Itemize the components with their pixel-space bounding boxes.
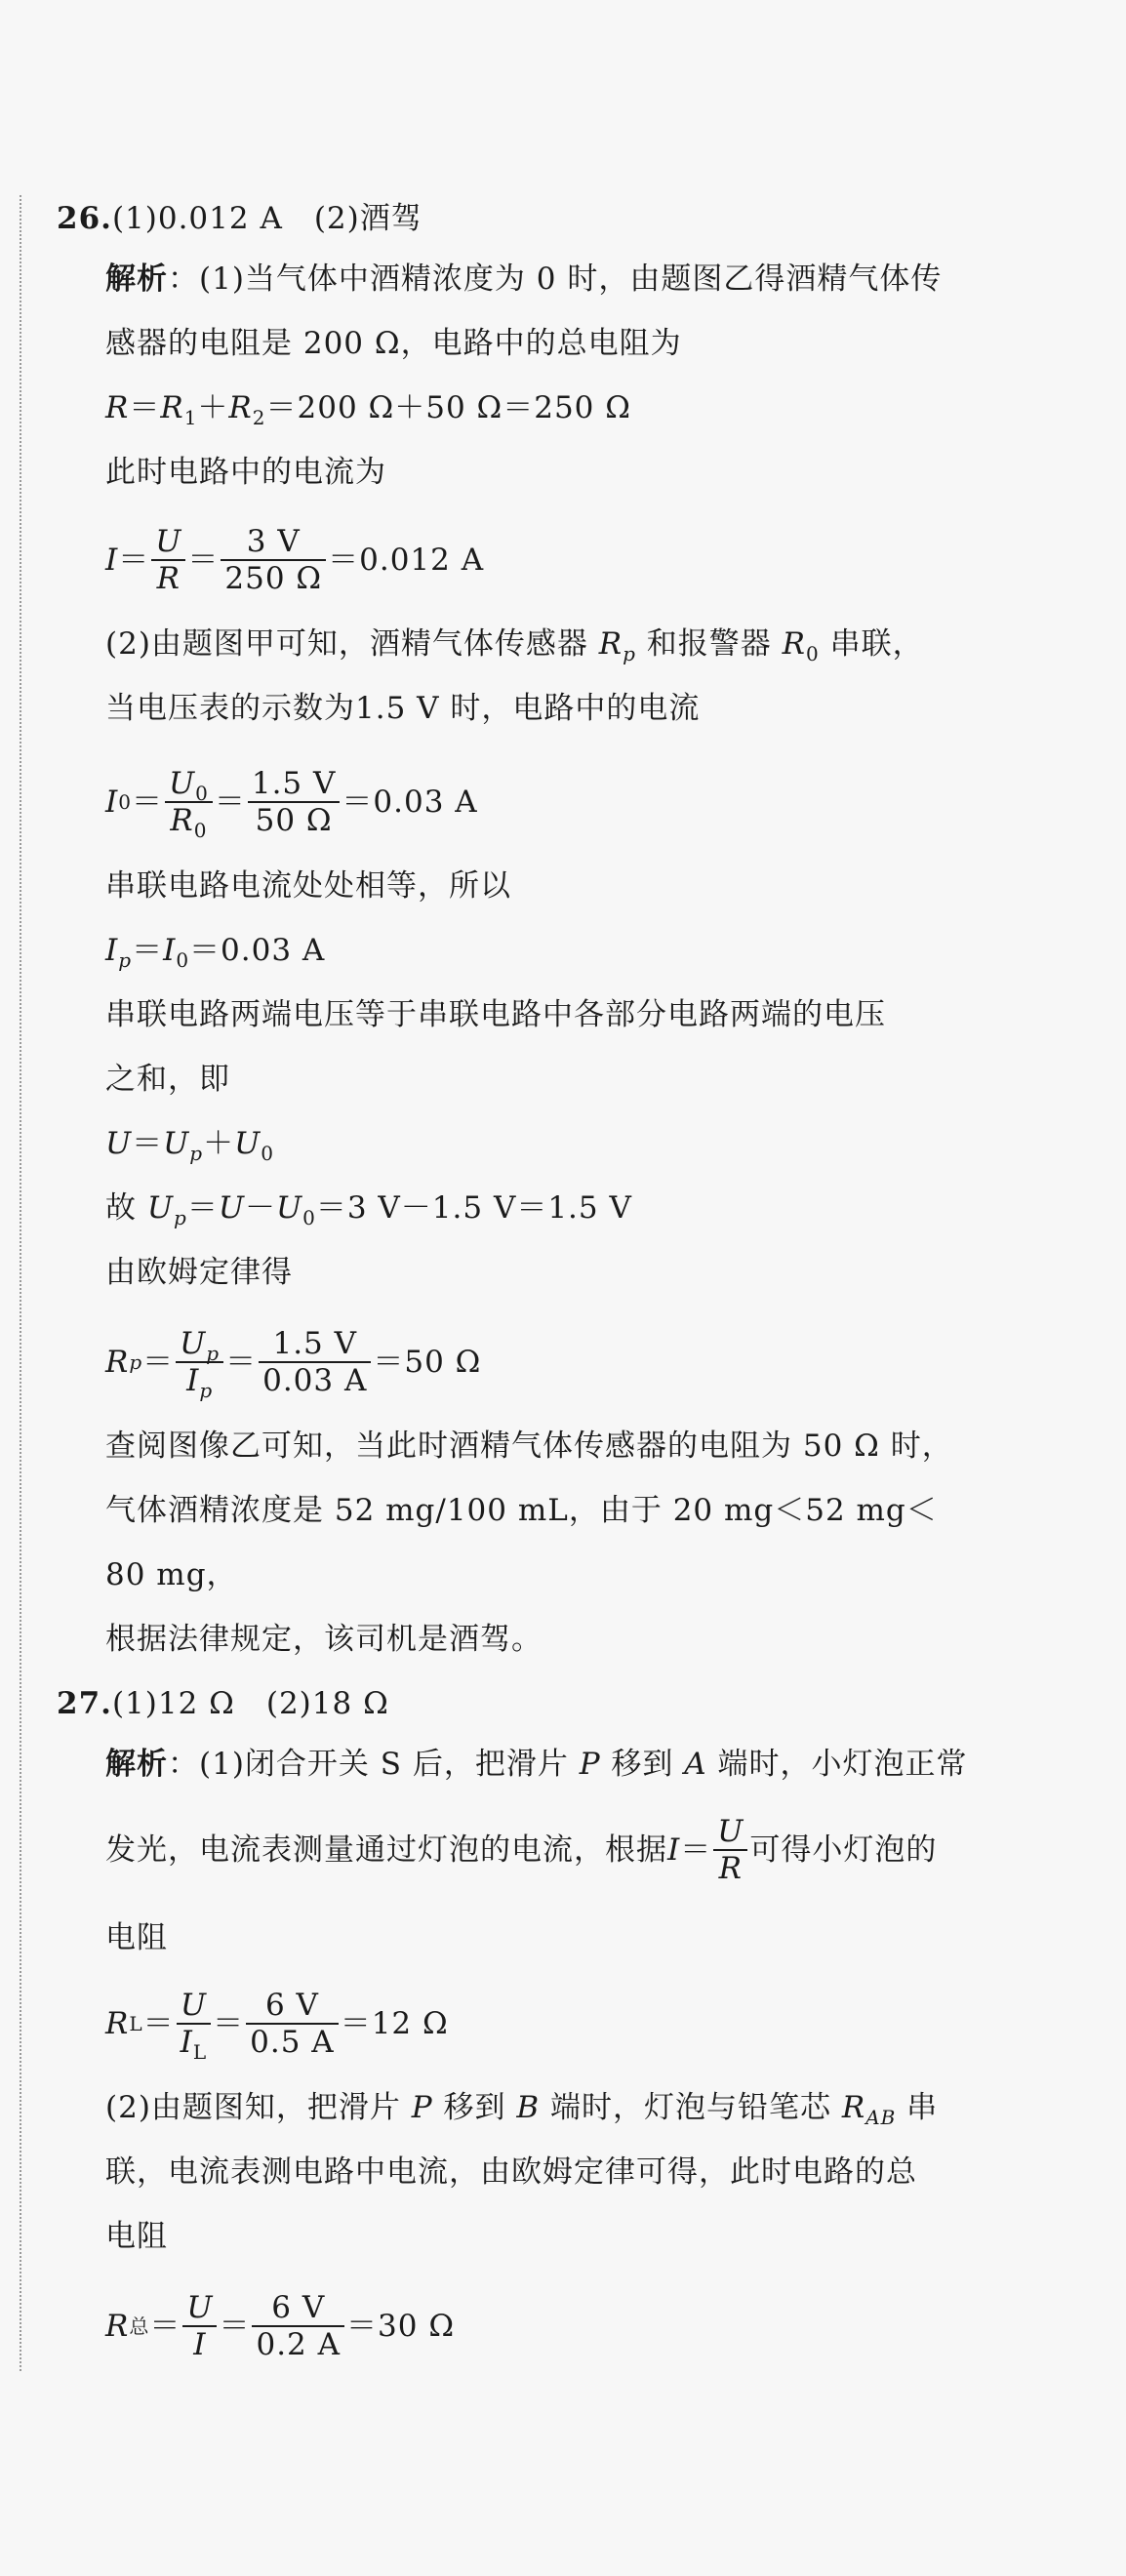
q26-eq-current: I ＝ $\frac{U}{R}$ ＝ $\frac{3 V}{250 \Omega}$ ＝0.012 A — [105, 524, 485, 596]
fraction: $\frac{U_0}{R_0}$ — [165, 766, 213, 838]
q26-analysis-line-8: 之和，即 — [105, 1062, 230, 1097]
q27-analysis-label: 解析 — [105, 1747, 168, 1782]
q27-analysis-line-1: 解析：(1)闭合开关 S 后，把滑片 P 移到 A 端时，小灯泡正常 — [105, 1747, 968, 1782]
fraction: $\frac{6 V}{0.5 A}$ — [246, 1988, 339, 2060]
fraction: $\frac{U}{I}$ — [182, 2290, 217, 2362]
fraction: $\frac{1.5 V}{0.03 A}$ — [259, 1326, 371, 1398]
q27-analysis-line-6: 电阻 — [105, 2219, 168, 2254]
margin-dotted-line — [20, 195, 21, 2371]
q27-analysis-line-4: (2)由题图知，把滑片 P 移到 B 端时，灯泡与铅笔芯 $R_{AB}$ 串 — [105, 2090, 939, 2129]
q26-eq-up: 故 $U_p=U-U_0=3$ V－1.5 V＝1.5 V — [105, 1190, 632, 1229]
fraction: $\frac{U}{R}$ — [151, 524, 185, 596]
q27-number: 27. — [57, 1686, 112, 1721]
fraction: $\frac{U_p}{I_p}$ — [176, 1326, 223, 1398]
q27-analysis-line-5: 联，电流表测电路中电流，由欧姆定律可得，此时电路的总 — [105, 2154, 917, 2190]
q26-analysis-line-7: 串联电路两端电压等于串联电路中各部分电路两端的电压 — [105, 997, 886, 1032]
q26-number: 26. — [57, 201, 112, 236]
q26-header — [57, 199, 422, 238]
q26-analysis-line-10: 由欧姆定律得 — [105, 1255, 293, 1290]
q26-analysis-line-1: 解析：(1)当气体中酒精浓度为 0 时，由题图乙得酒精气体传 — [105, 262, 943, 297]
q26-analysis-line-14: 根据法律规定，该司机是酒驾。 — [105, 1622, 543, 1657]
q26-eq-total-resistance: $R=R_1+R_2=200$ Ω＋50 Ω＝250 Ω — [105, 390, 631, 429]
q26-eq-voltage-sum: $U=U_p+U_0$ — [105, 1126, 274, 1165]
q26-analysis-line-2: 感器的电阻是 200 Ω，电路中的总电阻为 — [105, 326, 682, 361]
fraction: $\frac{6 V}{0.2 A}$ — [252, 2290, 344, 2362]
q26-analysis-line-5: 当电压表的示数为1.5 V 时，电路中的电流 — [105, 691, 701, 726]
q26-eq-rp: R p ＝ $\frac{U_p}{I_p}$ ＝ $\frac{1.5 V}{0.03 A}$ ＝50 Ω — [105, 1326, 482, 1402]
fraction: $\frac{U}{I_L}$ — [177, 1988, 212, 2060]
fraction: $\frac{1.5 V}{50 \Omega}$ — [248, 766, 341, 838]
q26-analysis-line-6: 串联电路电流处处相等，所以 — [105, 868, 511, 904]
q27-analysis-line-2: 发光，电流表测量通过灯泡的电流，根据 I ＝ $\frac{U}{R}$ 可得小灯泡的 — [105, 1814, 938, 1886]
q27-eq-rtotal: R 总 ＝ $\frac{U}{I}$ ＝ $\frac{6 V}{0.2 A}$ ＝30 Ω — [105, 2290, 456, 2362]
fraction: $\frac{U}{R}$ — [713, 1814, 747, 1886]
q26-eq-current-i0: I 0 ＝ $\frac{U_0}{R_0}$ ＝ $\frac{1.5 V}{50 \Omega}$ ＝0.03 A — [105, 766, 478, 842]
q26-analysis-line-13: 80 mg， — [105, 1557, 238, 1592]
q27-answer: (1)12 Ω (2)18 Ω — [111, 1686, 389, 1721]
fraction: $\frac{3 V}{250 \Omega}$ — [221, 524, 326, 596]
q26-analysis-line-3: 此时电路中的电流为 — [105, 455, 386, 490]
q26-eq-ip: $I_p=I_0=0.03$ A — [105, 933, 326, 972]
q26-analysis-line-4: (2)由题图甲可知，酒精气体传感器 $R_p$ 和报警器 $R_0$ 串联， — [105, 626, 924, 665]
q27-eq-rl: R L ＝ $\frac{U}{I_L}$ ＝ $\frac{6 V}{0.5 A}$ ＝12 Ω — [105, 1988, 449, 2064]
q27-header — [57, 1684, 389, 1723]
q26-analysis-label: 解析 — [105, 262, 168, 297]
q27-analysis-line-3: 电阻 — [105, 1920, 168, 1955]
q26-analysis-line-11: 查阅图像乙可知，当此时酒精气体传感器的电阻为 50 Ω 时， — [105, 1429, 953, 1464]
q26-answer: (1)0.012 A (2)酒驾 — [111, 201, 422, 236]
q26-analysis-line-12: 气体酒精浓度是 52 mg/100 mL，由于 20 mg＜52 mg＜ — [105, 1493, 938, 1528]
